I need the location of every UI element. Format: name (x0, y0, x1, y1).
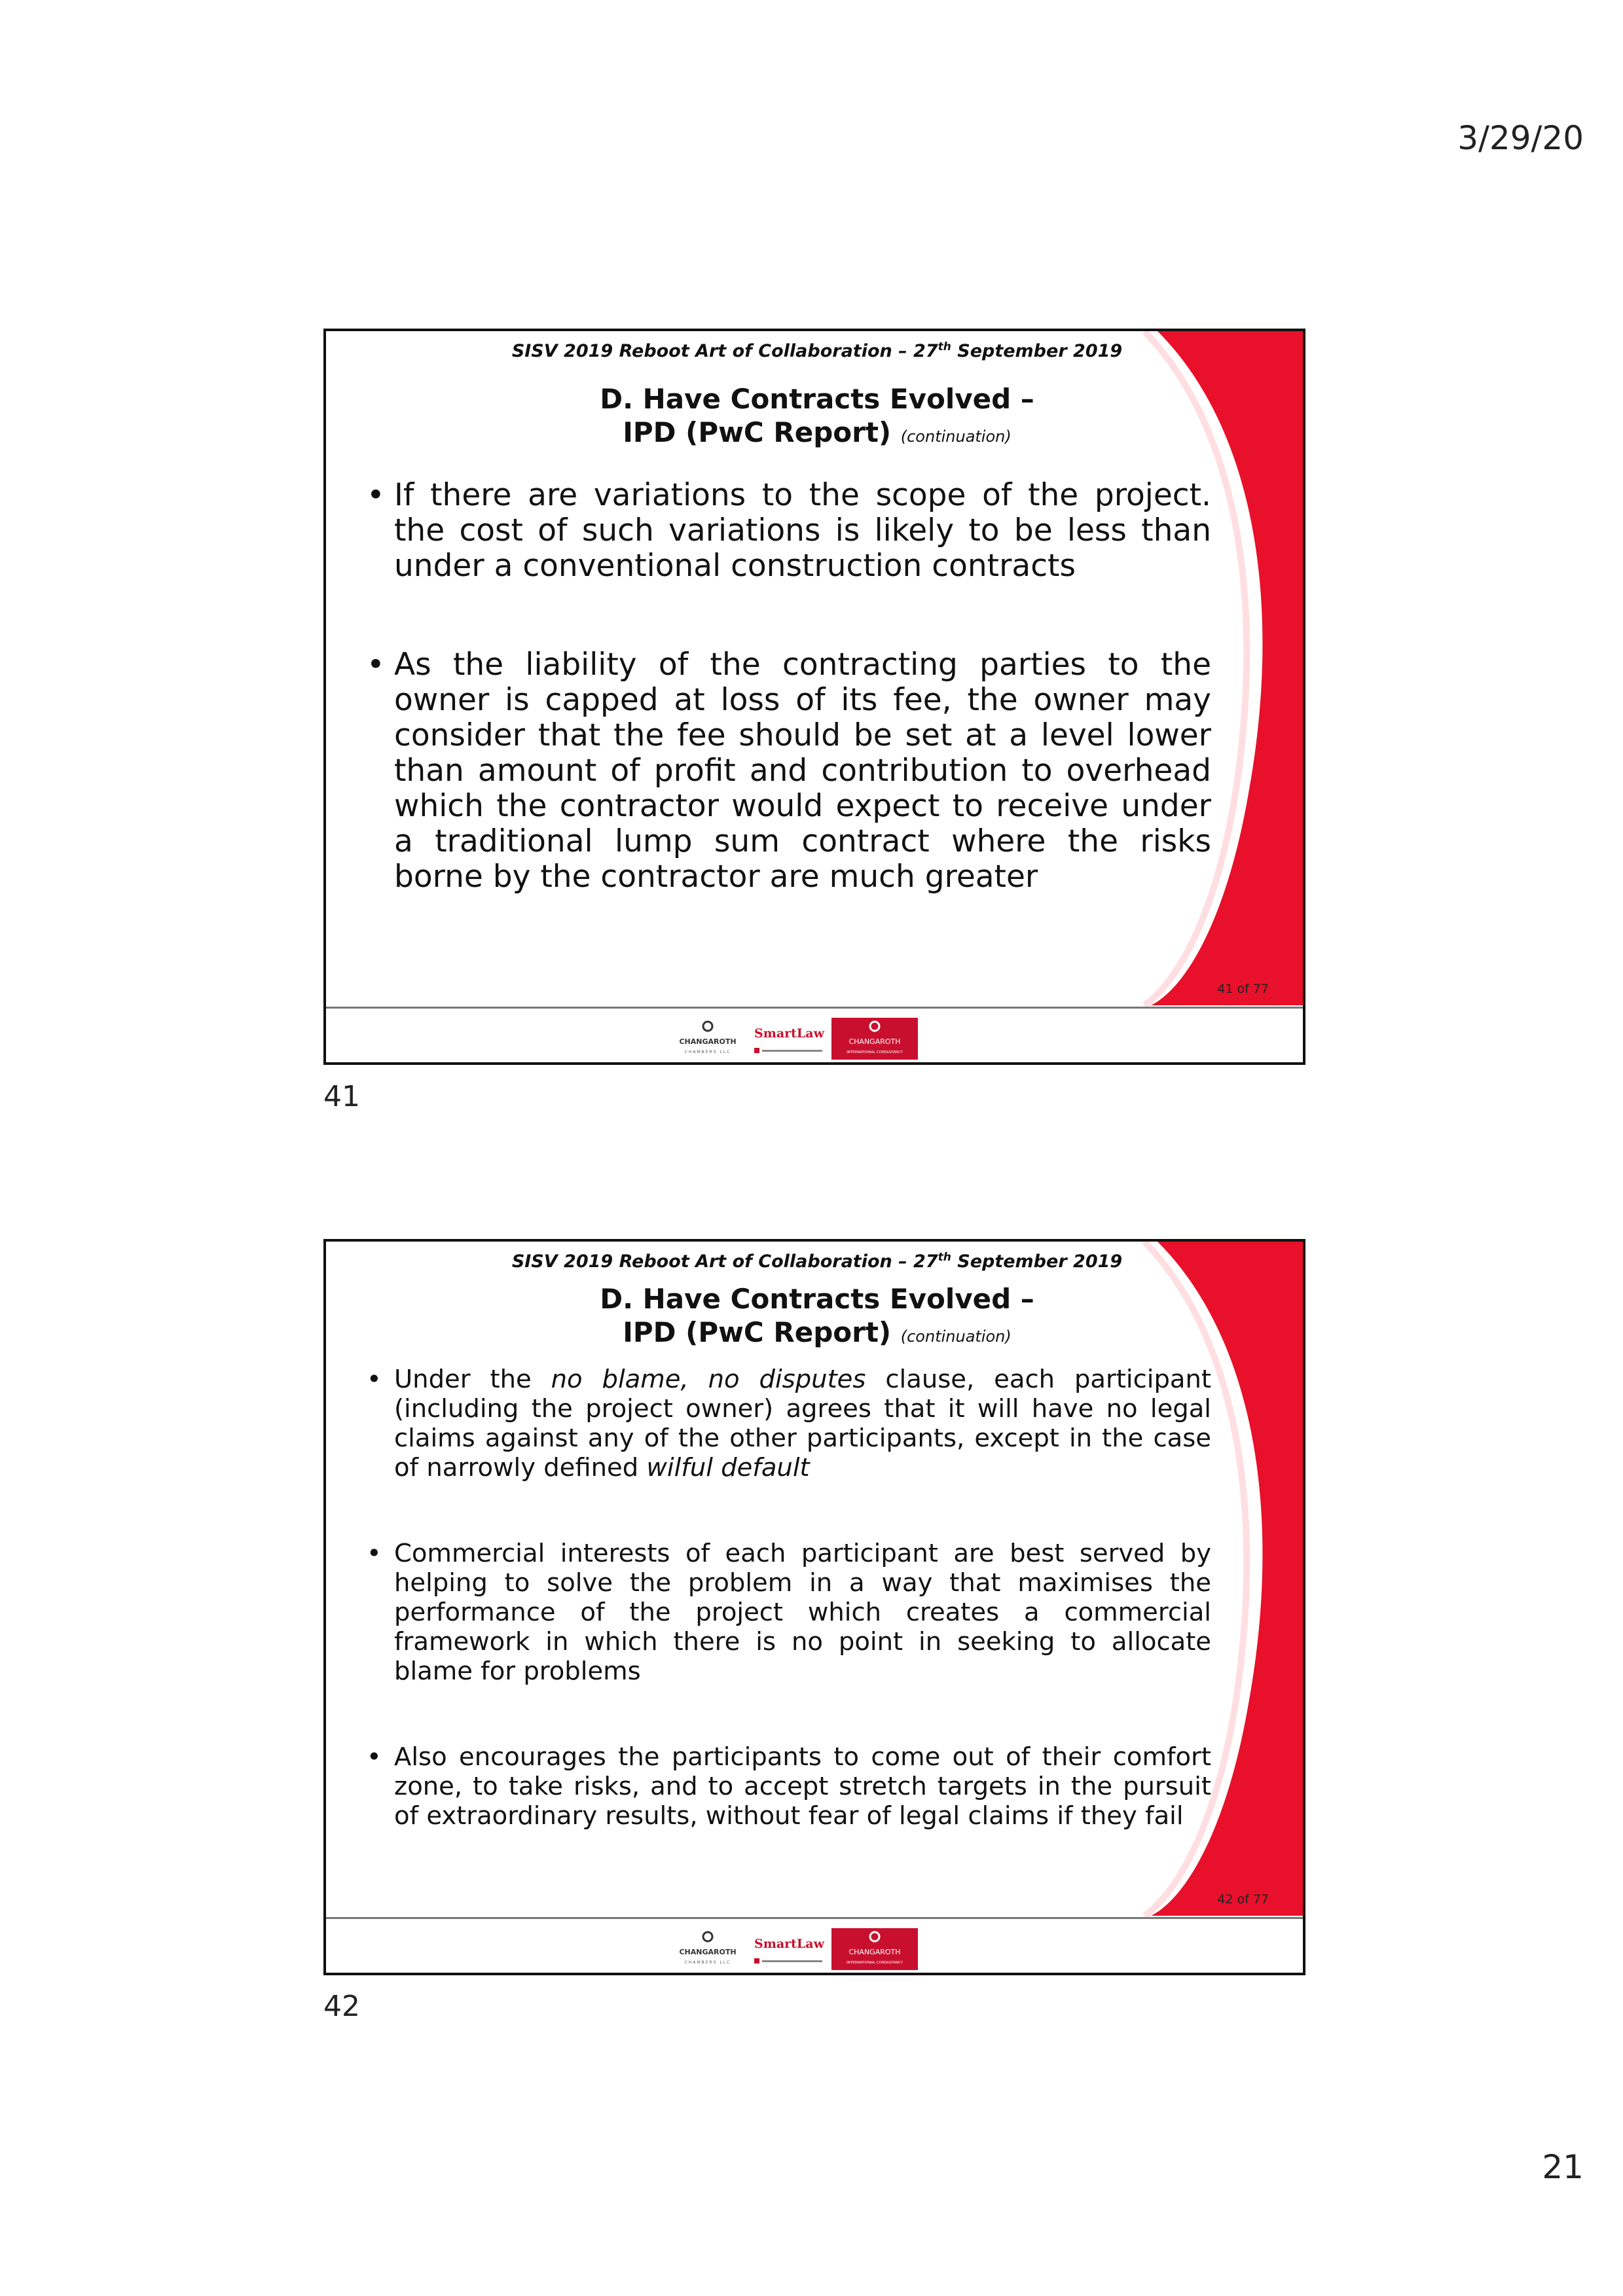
bullet-list (367, 478, 1211, 958)
slide-42 (323, 1239, 1305, 1975)
logo-text: CHAMBERS LLC (684, 1960, 731, 1965)
slide-label: 41 (323, 1080, 360, 1113)
conference-line: SISV 2019 Reboot Art of Collaboration – 27th September 2019 (511, 1251, 1123, 1272)
smartlaw-logo (750, 1018, 826, 1060)
title-note: (continuation) (900, 427, 1012, 446)
bullet-glyph: • (367, 647, 385, 683)
logo-text: SmartLaw (754, 1937, 824, 1951)
slide-counter: 41 of 77 (1217, 982, 1269, 996)
logo-text: CHANGAROTH (679, 1037, 737, 1046)
changaroth-chambers-logo (669, 1928, 746, 1970)
conference-line: SISV 2019 Reboot Art of Collaboration – 27th September 2019 (511, 340, 1123, 361)
smartlaw-logo (750, 1928, 826, 1970)
bullet-glyph: • (367, 1365, 382, 1394)
slide-title (326, 382, 1305, 454)
changaroth-consultancy-logo (831, 1018, 918, 1060)
bullet-item: • Also encourages the participants to come out of their comfort zone, to take risks, and to accept stretch targets in the pursuit of extraordinary results, without fear of legal claims if they fail (367, 1742, 1211, 1831)
changaroth-consultancy-logo (831, 1928, 918, 1970)
page-date: 3/29/20 (1457, 119, 1584, 157)
sponsor-logos (669, 1928, 918, 1970)
bullet-item: • Under the no blame, no disputes clause, each participant (including the project owner) agrees that it will have no legal claims against any of the other participants, except in the case of narrowly defined wilful default (367, 1365, 1211, 1482)
logo-text: CHAMBERS LLC (684, 1050, 731, 1054)
bullet-item: • If there are variations to the scope of the project. the cost of such variations is likely to be less than under a conventional construction contracts (367, 477, 1211, 584)
page-number: 21 (1542, 2148, 1584, 2186)
logo-text: INTERNATIONAL CONSULTANCY (847, 1961, 903, 1965)
slide-title (326, 1282, 1305, 1354)
logo-text: CHANGAROTH (848, 1037, 901, 1046)
bullet-item: • As the liability of the contracting parties to the owner is capped at loss of its fee, the owner may consider that the fee should be set at a level lower than amount of profit and contribution to overhead which the contractor would expect to receive under a traditional lump sum contract where the risks borne by the contractor are much greater (367, 647, 1211, 895)
title-line-2: IPD (PwC Report) (continuation) (623, 416, 1012, 448)
title-line-2: IPD (PwC Report) (continuation) (623, 1316, 1012, 1348)
footer-divider (326, 1917, 1305, 1919)
sponsor-logos (669, 1018, 918, 1060)
logo-text: CHANGAROTH (679, 1948, 737, 1956)
logo-text: INTERNATIONAL CONSULTANCY (847, 1050, 903, 1054)
logo-text: CHANGAROTH (848, 1948, 901, 1956)
slide-41 (323, 329, 1305, 1065)
footer-divider (326, 1007, 1305, 1009)
bullet-glyph: • (367, 1539, 382, 1568)
bullet-glyph: • (367, 1742, 382, 1772)
slide-label: 42 (323, 1990, 360, 2023)
title-note: (continuation) (900, 1327, 1012, 1346)
logo-text: SmartLaw (754, 1026, 824, 1041)
title-line-1: D. Have Contracts Evolved – (600, 383, 1034, 415)
bullet-list (367, 1365, 1211, 1887)
title-line-1: D. Have Contracts Evolved – (600, 1283, 1034, 1315)
slide-counter: 42 of 77 (1217, 1892, 1269, 1907)
bullet-glyph: • (367, 477, 385, 513)
bullet-item: • Commercial interests of each participant are best served by helping to solve the problem in a way that maximises the performance of the project which creates a commercial framework in which there is no point in seeking to allocate blame for problems (367, 1539, 1211, 1686)
changaroth-chambers-logo (669, 1018, 746, 1060)
